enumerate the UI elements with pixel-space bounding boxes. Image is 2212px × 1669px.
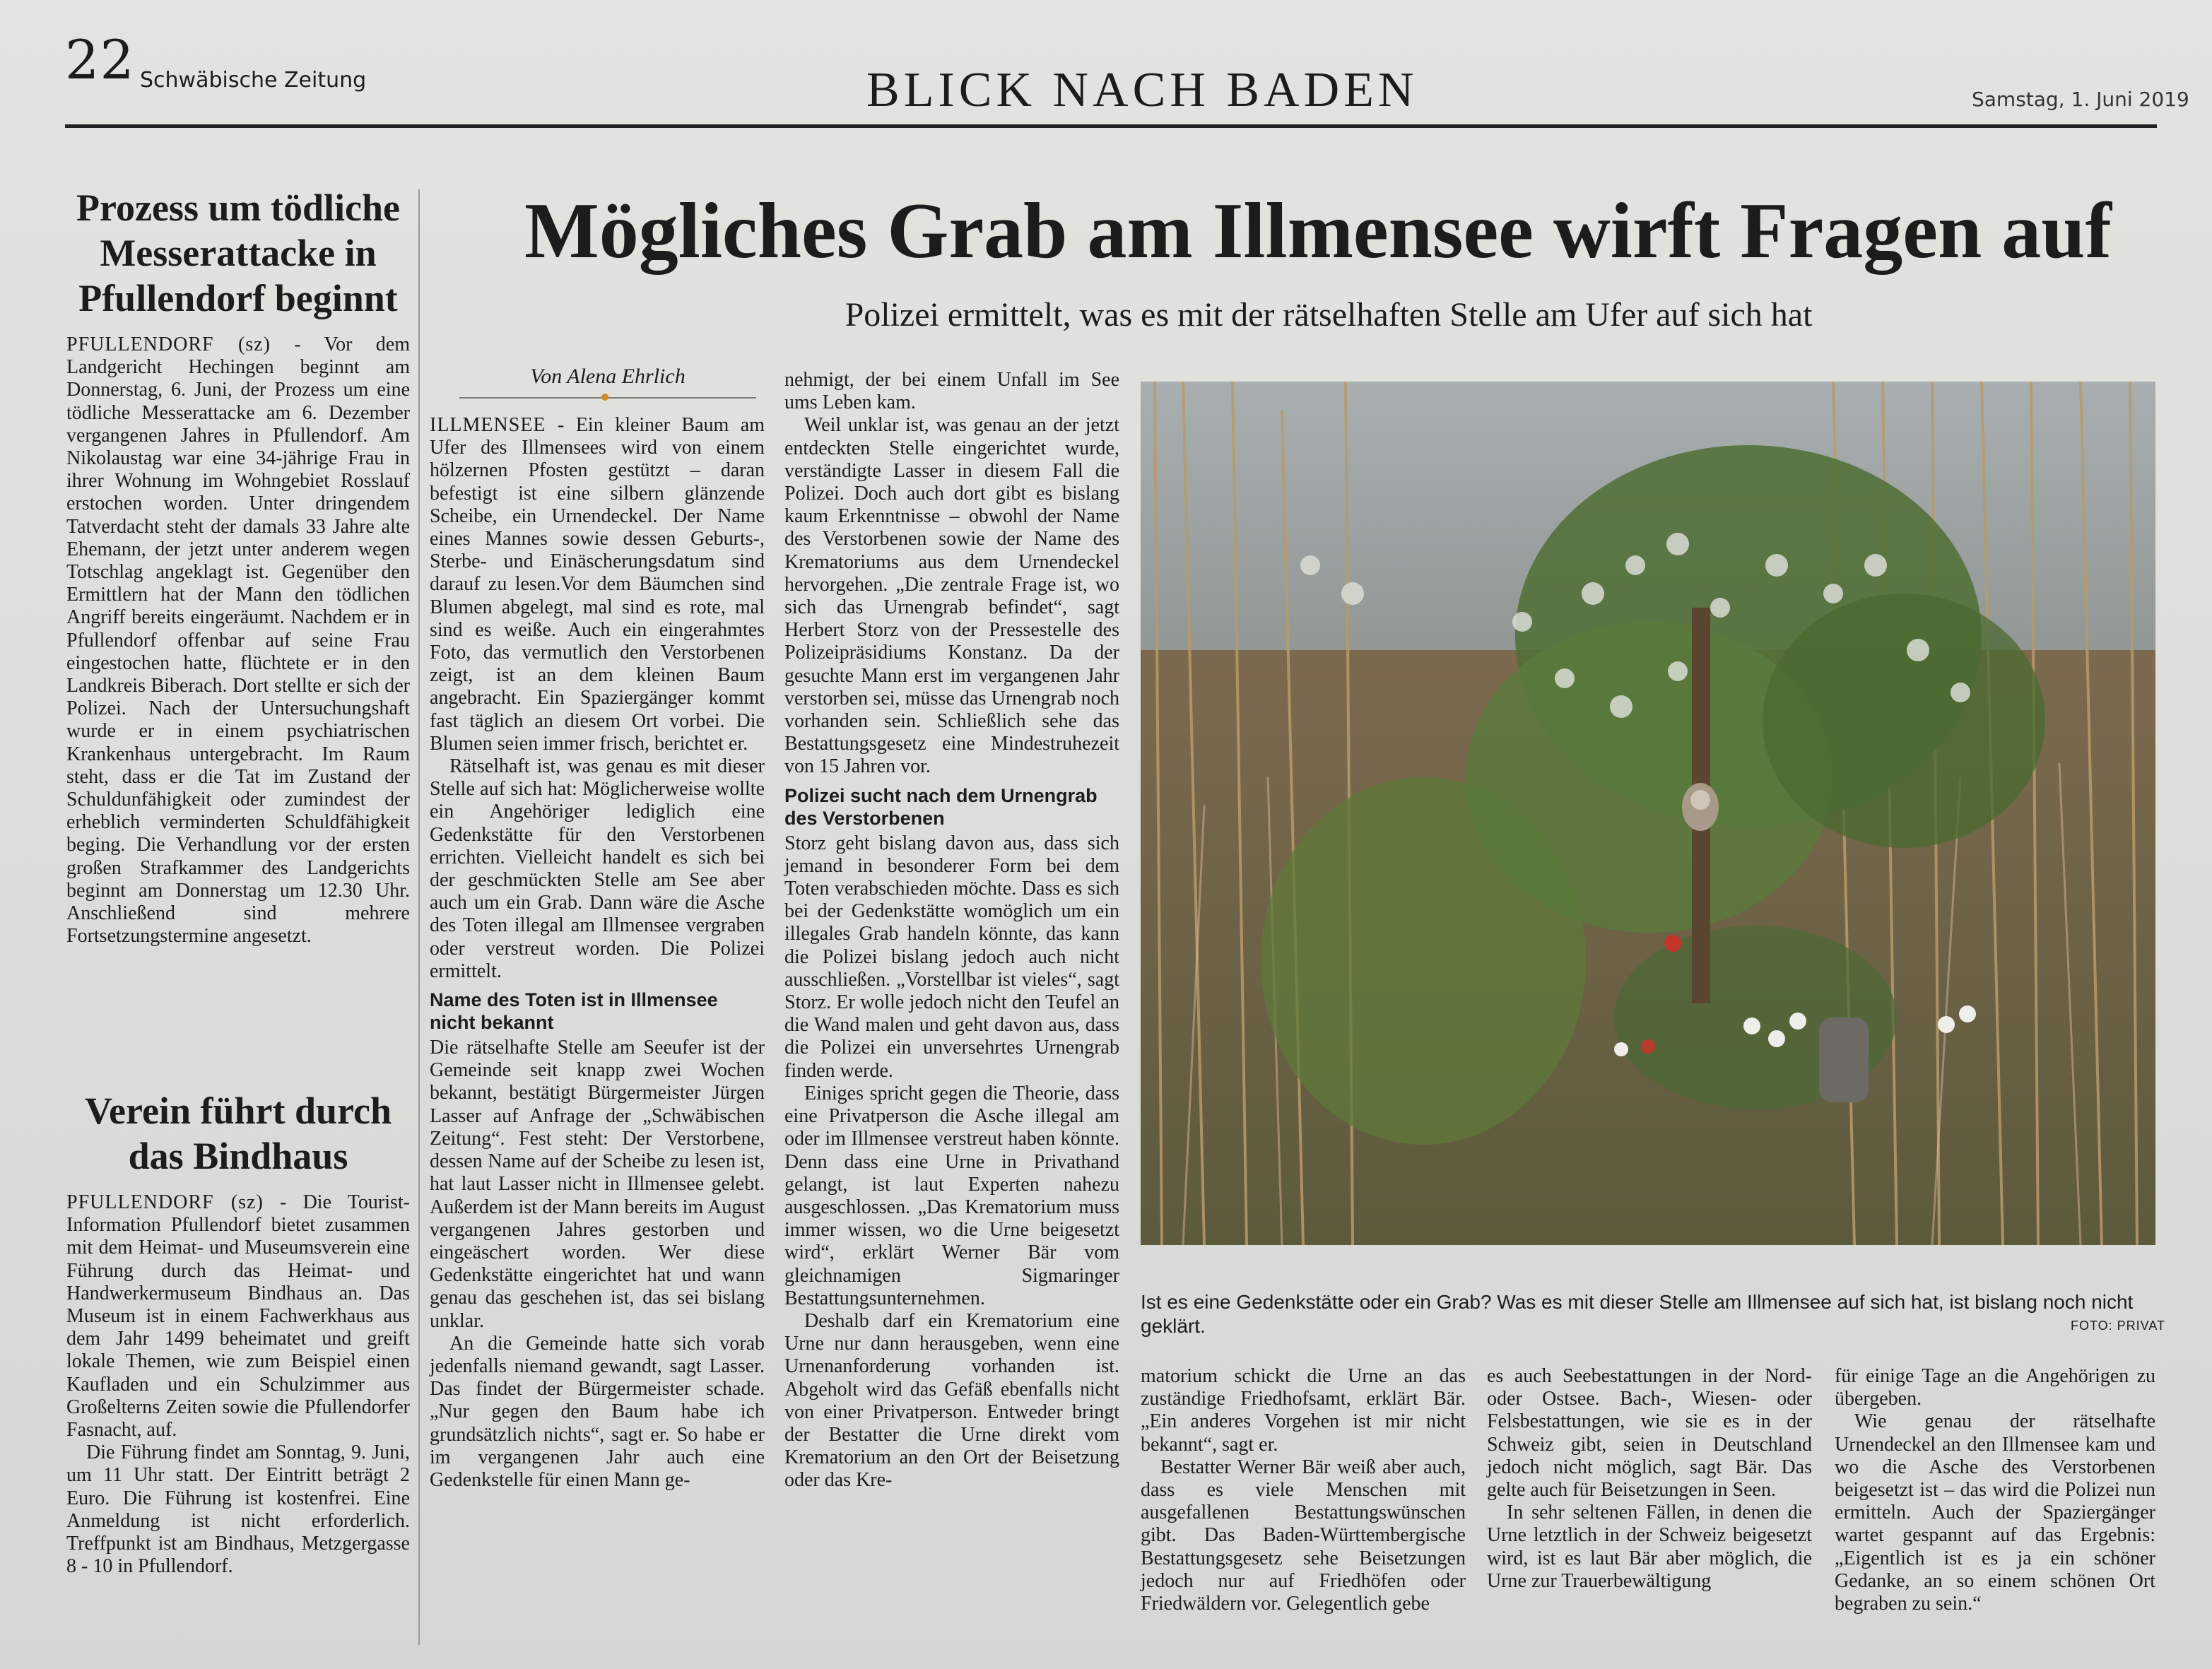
sidebar-article2-text: - Die Tourist-Information Pfullendorf bietet zusammen mit dem Heimat- und Museumsverein eine Führung durch das Heimat- und Handwerkermuseum Bindhaus an. Das Museum ist in einem Fachwerkhaus aus dem Jahr 1499 beheimatet und greift lokale Themen, wie zum Beispiel einen Kaufladen und ein Schulzimmer aus Großelterns Zeiten sowie die Pfullendorfer Fasnacht, auf. <box>66 1191 410 1441</box>
sidebar-article1-headline: Prozess um tödliche Messerattacke in Pfullendorf beginnt <box>76 187 400 319</box>
col3-paragraph-1: matorium schickt die Urne an das zuständige Friedhofsamt, erklärt Bär. „Ein anderes Vorgehen ist mir nicht bekannt“, sagt er. <box>1141 1365 1466 1456</box>
page-number: 22 <box>65 28 135 91</box>
article-photo <box>1141 382 2155 1245</box>
memorial-tree-image <box>1141 382 2155 1245</box>
sidebar-article2-text2: Die Führung findet am Sonntag, 9. Juni, um 11 Uhr statt. Der Eintritt beträgt 2 Euro. Die Führung ist kostenfrei. Eine Anmeldung ist nicht erforderlich. Treffpunkt ist am Bindhaus, Metzgergasse 8 - 10 in Pfullendorf. <box>66 1441 410 1578</box>
sidebar-article2-body <box>66 1191 410 1578</box>
col2-paragraph-2: Weil unklar ist, was genau an der jetzt entdeckten Stelle eingerichtet wurde, verständigte Lasser in diesem Fall die Polizei. Doch auch dort gibt es bislang kaum Erkenntnisse – obwohl der Name des Verstorbenen sowie der Name des Krematoriums aus dem Urnendeckel hervorgehen. „Die zentrale Frage ist, wo sich das Urnengrab befindet“, sagt Herbert Storz von der Pressestelle des Polizeipräsidiums Konstanz. Da der gesuchte Mann erst im vergangenen Jahr verstorben sei, müsse das Urnengrab noch vorhanden sein. Schließlich sehe das Bestattungsgesetz eine Mindestruhezeit von 15 Jahren vor. <box>784 414 1119 778</box>
main-dateline: ILLMENSEE <box>430 414 546 436</box>
sidebar-article2-dateline: PFULLENDORF (sz) <box>66 1191 264 1213</box>
byline: Von Alena Ehrlich <box>530 365 686 388</box>
column-divider <box>418 189 420 1645</box>
col4-paragraph-1: es auch Seebestattungen in der Nord- oder Ostsee. Bach-, Wiesen- oder Felsbestattungen, wie sie es in der Schweiz gibt, seien in Deutschland jedoch nicht möglich, sagt Bär. Das gelte auch für Beisetzungen in Seen. <box>1487 1365 1812 1502</box>
col2-paragraph-4: Einiges spricht gegen die Theorie, dass eine Privatperson die Asche illegal am oder im Illmensee verstreut haben könnte. Denn dass eine Urne in Privathand gelangt, ist laut Experten nahezu ausgeschlossen. „Das Krematorium muss immer wissen, wo die Urne beigesetzt wird“, erklärt Werner Bär vom gleichnamigen Sigmaringer Bestattungsunternehmen. <box>784 1082 1119 1309</box>
article-column-5 <box>1835 1365 2155 1615</box>
col2-paragraph-3: Storz geht bislang davon aus, dass sich jemand in besonderer Form bei dem Toten verabschieden möchte. Dass es sich bei der Gedenkstätte womöglich um ein illegales Grab handeln könnte, das kann die Polizei bislang jedoch auch nicht ausschließen. „Vorstellbar ist vieles“, sagt Storz. Er wolle jedoch nicht den Teufel an die Wand malen und geht davon aus, dass die Polizei ein unversehrtes Urnengrab finden werde. <box>784 832 1119 1082</box>
article-column-4 <box>1487 1365 1812 1593</box>
col4-paragraph-2: In sehr seltenen Fällen, in denen die Urne letztlich in der Schweiz beigesetzt wird, ist es laut Bär aber möglich, die Urne zur Trauerbewältigung <box>1487 1502 1812 1592</box>
photo-credit: FOTO: PRIVAT <box>2071 1319 2166 1333</box>
sidebar-article2-headline: Verein führt durch das Bindhaus <box>84 1090 392 1177</box>
sidebar-article1-text: - Vor dem Landgericht Hechingen beginnt am Donnerstag, 6. Juni, der Prozess um eine tödliche Messerattacke am 6. Dezember vergangenen Jahres in Pfullendorf. Am Nikolaustag war eine 34-jährige Frau in ihrer Wohnung im Wohngebiet Rosslauf erstochen worden. Unter dringendem Tatverdacht steht der damals 33 Jahre alte Ehemann, der jetzt unter anderem wegen Totschlag angeklagt ist. Gegenüber den Ermittlern hat der Mann den tödlichen Angriff bereits eingeräumt. Nachdem er in Pfullendorf offenbar auf seine Frau eingestochen hatte, flüchtete er in den Landkreis Biberach. Dort stellte er sich der Polizei. Nach der Untersuchungshaft wurde er in einem psychiatrischen Krankenhaus untergebracht. Im Raum steht, dass er die Tat im Zustand der Schuldunfähigkeit oder zumindest der erheblich verminderten Schuldfähigkeit beging. Die Verhandlung vor der ersten großen Strafkammer des Landgerichts beginnt am Donnerstag um 12.30 Uhr. Anschließend sind mehrere Fortsetzungstermine angesetzt. <box>66 334 410 948</box>
col1-paragraph-1: - Ein kleiner Baum am Ufer des Illmensees wird von einem hölzernen Pfosten gestützt – daran befestigt ist eine silbern glänzende Scheibe, ein Urnendeckel. Der Name eines Mannes sowie dessen Geburts-, Sterbe- und Einäscherungsdatum sind darauf zu lesen.Vor dem Bäumchen sind Blumen abgelegt, mal sind es rote, mal sind es weiße. Auch ein eingerahmtes Foto, das vermutlich den Verstorbenen zeigt, ist an dem kleinen Baum angebracht. Ein Spaziergänger kommt fast täglich an diesem Ort vorbei. Die Blumen seien immer frisch, berichtet er. <box>430 414 765 755</box>
article-column-1 <box>430 414 765 1492</box>
issue-date: Samstag, 1. Juni 2019 <box>1972 88 2189 111</box>
col5-paragraph-2: Wie genau der rätselhafte Urnendeckel an den Illmensee kam und wo die Asche des Verstorbenen beigesetzt ist – das wird die Polizei nun ermitteln. Auch der Spaziergänger wartet gespannt auf das Ergebnis: „Eigentlich ist es ja ein schöner Gedanke, an so einem schönen Ort begraben zu sein.“ <box>1835 1410 2155 1615</box>
sidebar-article1-body <box>66 334 410 948</box>
photo-caption: Ist es eine Gedenkstätte oder ein Grab? Was es mit dieser Stelle am Illmensee auf sich hat, ist bislang noch nicht geklärt. <box>1141 1291 2134 1337</box>
col1-paragraph-2: Rätselhaft ist, was genau es mit dieser Stelle auf sich hat: Möglicherweise wollte ein Angehöriger lediglich eine Gedenkstätte für den Verstorbenen errichten. Vielleicht handelt es sich bei der geschmückten Stelle am See aber auch um ein Grab. Dann wäre die Asche des Toten illegal am Illmensee vergraben oder verstreut worden. Die Polizei ermittelt. <box>430 755 765 982</box>
sidebar-article1-dateline: PFULLENDORF (sz) <box>66 334 271 355</box>
byline-ornament <box>601 394 608 401</box>
col2-paragraph-5: Deshalb darf ein Krematorium eine Urne nur dann herausgeben, wenn eine Urnenanforderung vorhanden ist. Abgeholt wird das Gefäß ebenfalls nicht von einer Privatperson. Entweder bringt der Bestatter die Urne direkt vom Krematorium an den Ort der Beisetzung oder das Kre- <box>784 1309 1119 1492</box>
section-title: BLICK NACH BADEN <box>866 63 1418 117</box>
col5-paragraph-1: für einige Tage an die Angehörigen zu übergeben. <box>1835 1365 2155 1410</box>
col2-subhead: Polizei sucht nach dem Urnengrab des Verstorbenen <box>784 784 1098 829</box>
article-column-2 <box>784 369 1119 1492</box>
header-rule <box>65 124 2157 128</box>
col3-paragraph-2: Bestatter Werner Bär weiß aber auch, dass es viele Menschen mit ausgefallenen Bestattungswünschen gibt. Das Baden-Württembergische Bestattungsgesetz sehe Beisetzungen jedoch nur auf Friedhöfen oder Friedwäldern vor. Gelegentlich gebe <box>1141 1456 1466 1615</box>
col1-paragraph-4: An die Gemeinde hatte sich vorab jedenfalls niemand gewandt, sagt Lasser. Das findet der Bürgermeister schade. „Nur gegen den Baum habe ich grundsätzlich nichts“, sagt er. So habe er im vergangenen Jahr auch eine Gedenkstelle für einen Mann ge- <box>430 1332 765 1491</box>
col1-paragraph-3: Die rätselhafte Stelle am Seeufer ist der Gemeinde seit knapp zwei Wochen bekannt, bestätigt Bürgermeister Jürgen Lasser auf Anfrage der „Schwäbischen Zeitung“. Fest steht: Der Verstorbene, dessen Name auf der Scheibe zu lesen ist, hat laut Lasser nicht in Illmensee gelebt. Außerdem ist der Mann bereits im August vergangenen Jahres gestorben und eingeäschert worden. Wer diese Gedenkstätte eingerichtet hat und wann genau das geschehen ist, das sei bislang unklar. <box>430 1037 765 1332</box>
newspaper-name: Schwäbische Zeitung <box>140 68 367 93</box>
col2-paragraph-1: nehmigt, der bei einem Unfall im See ums Leben kam. <box>784 369 1119 414</box>
main-subheadline: Polizei ermittelt, was es mit der rätselhaften Stelle am Ufer auf sich hat <box>845 296 1813 334</box>
main-headline: Mögliches Grab am Illmensee wirft Fragen auf <box>524 187 2112 275</box>
col1-subhead: Name des Toten ist in Illmensee nicht bekannt <box>430 989 718 1034</box>
article-column-3 <box>1141 1365 1466 1615</box>
